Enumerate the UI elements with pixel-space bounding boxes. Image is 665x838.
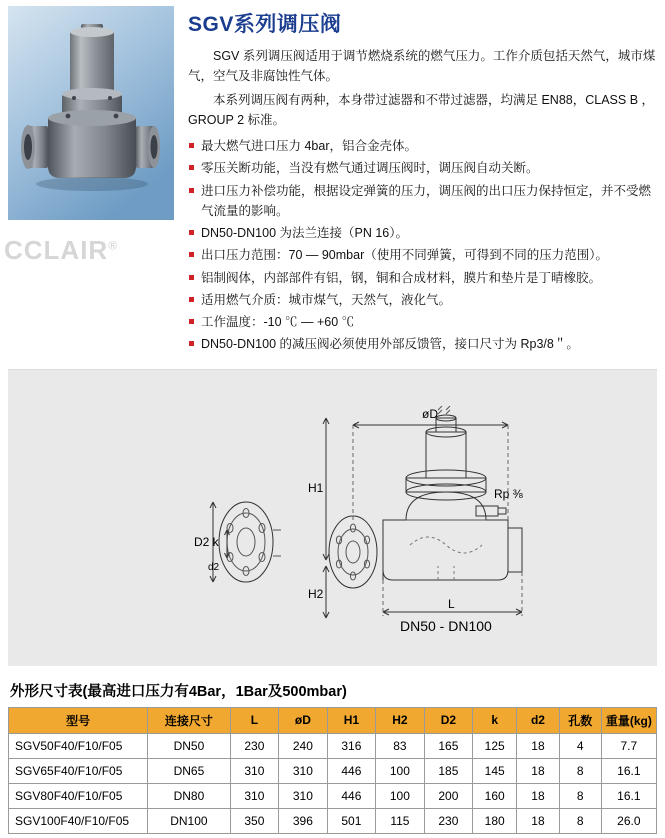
cell-k: 160 [473,783,517,808]
table-row [9,733,657,758]
column-header-k: k [473,707,517,733]
list-item: 工作温度：-10 ℃ — +60 ℃ [188,312,657,332]
cell-holes: 8 [559,808,601,833]
cell-k: 180 [473,808,517,833]
label-H2: H2 [308,586,324,601]
column-header-H1: H1 [327,707,376,733]
column-header-connection: 连接尺寸 [148,707,230,733]
column-header-L: L [230,707,279,733]
cell-connection: DN80 [148,783,230,808]
dimension-drawing [8,370,657,666]
cell-model: SGV80F40/F10/F05 [9,783,148,808]
table-title: 外形尺寸表(最高进口压力有4Bar，1Bar及500mbar) [10,683,347,700]
cell-connection: DN65 [148,758,230,783]
cell-d2: 18 [517,758,559,783]
cell-D2: 165 [424,733,473,758]
label-L: L [448,596,455,611]
cell-holes: 8 [559,758,601,783]
cell-D2: 185 [424,758,473,783]
cell-d2: 18 [517,783,559,808]
cell-model: SGV50F40/F10/F05 [9,733,148,758]
cell-H1: 446 [327,783,376,808]
cell-L: 230 [230,733,279,758]
cell-holes: 8 [559,783,601,808]
cell-H1: 501 [327,808,376,833]
product-header [0,0,665,357]
list-item: 进口压力补偿功能，根据设定弹簧的压力，调压阀的出口压力保持恒定，并不受燃气流量的影响。 [188,181,657,222]
cell-holes: 4 [559,733,601,758]
column-header-weight: 重量(kg) [601,707,656,733]
column-header-holes: 孔数 [559,707,601,733]
cell-L: 310 [230,783,279,808]
cell-H1: 316 [327,733,376,758]
cell-k: 145 [473,758,517,783]
column-header-model: 型号 [9,707,148,733]
cell-oD: 310 [279,783,328,808]
cell-weight: 16.1 [601,783,656,808]
cell-L: 310 [230,758,279,783]
intro-paragraph-1: SGV 系列调压阀适用于调节燃烧系统的燃气压力。工作介质包括天然气，城市煤气，空气及非腐蚀性气体。 [188,49,656,84]
list-item: 最大燃气进口压力 4bar，铝合金壳体。 [188,136,657,156]
table-row [9,808,657,833]
column-header-D2: D2 [424,707,473,733]
table-row [9,783,657,808]
regulator-illustration [8,6,174,220]
cell-oD: 240 [279,733,328,758]
cell-k: 125 [473,733,517,758]
cell-d2: 18 [517,733,559,758]
column-header-d2: d2 [517,707,559,733]
label-rp: Rp ⅜ [494,486,523,501]
list-item: 出口压力范围：70 — 90mbar（使用不同弹簧，可得到不同的压力范围）。 [188,245,657,265]
cell-H2: 100 [376,758,425,783]
cell-H1: 446 [327,758,376,783]
cell-model: SGV65F40/F10/F05 [9,758,148,783]
label-D2k: D2 k [194,534,219,549]
cell-D2: 230 [424,808,473,833]
cell-D2: 200 [424,783,473,808]
cell-H2: 100 [376,783,425,808]
column-header-H2: H2 [376,707,425,733]
column-header-oD: øD [279,707,328,733]
cell-d2: 18 [517,808,559,833]
product-description [174,6,657,357]
intro-paragraph-2: 本系列调压阀有两种，本身带过滤器和不带过滤器，均满足 EN88，CLASS B ，GROUP 2 标准。 [188,92,655,127]
list-item: DN50‑DN100 的减压阀必须使用外部反馈管，接口尺寸为 Rp3/8＂。 [188,334,657,354]
list-item: DN50‑DN100 为法兰连接（PN 16）。 [188,223,657,243]
cell-weight: 7.7 [601,733,656,758]
list-item: 铝制阀体，内部部件有铝，钢，铜和合成材料，膜片和垫片是丁晴橡胶。 [188,268,657,288]
page-title: SGV系列调压阀 [188,13,342,36]
product-photo [8,6,174,220]
label-oD: øD [422,406,438,421]
cell-oD: 396 [279,808,328,833]
registered-mark-icon: ® [108,238,119,253]
list-item: 零压关断功能，当没有燃气通过调压阀时，调压阀自动关断。 [188,158,657,178]
label-H1: H1 [308,480,324,495]
cell-oD: 310 [279,758,328,783]
cell-H2: 115 [376,808,425,833]
cell-connection: DN50 [148,733,230,758]
drawing-caption: DN50 - DN100 [400,617,492,634]
cell-model: SGV100F40/F10/F05 [9,808,148,833]
list-item: 适用燃气介质：城市煤气，天然气，液化气。 [188,290,657,310]
cell-H2: 83 [376,733,425,758]
cell-weight: 26.0 [601,808,656,833]
cell-L: 350 [230,808,279,833]
table-row [9,758,657,783]
table-header-row [9,707,657,733]
cell-connection: DN100 [148,808,230,833]
label-d2: d2 [208,561,220,573]
cell-weight: 16.1 [601,758,656,783]
watermark-text: CCLAIR [4,235,109,265]
technical-drawing-panel [8,369,657,666]
dimensions-table [8,707,657,834]
feature-list [188,136,657,355]
